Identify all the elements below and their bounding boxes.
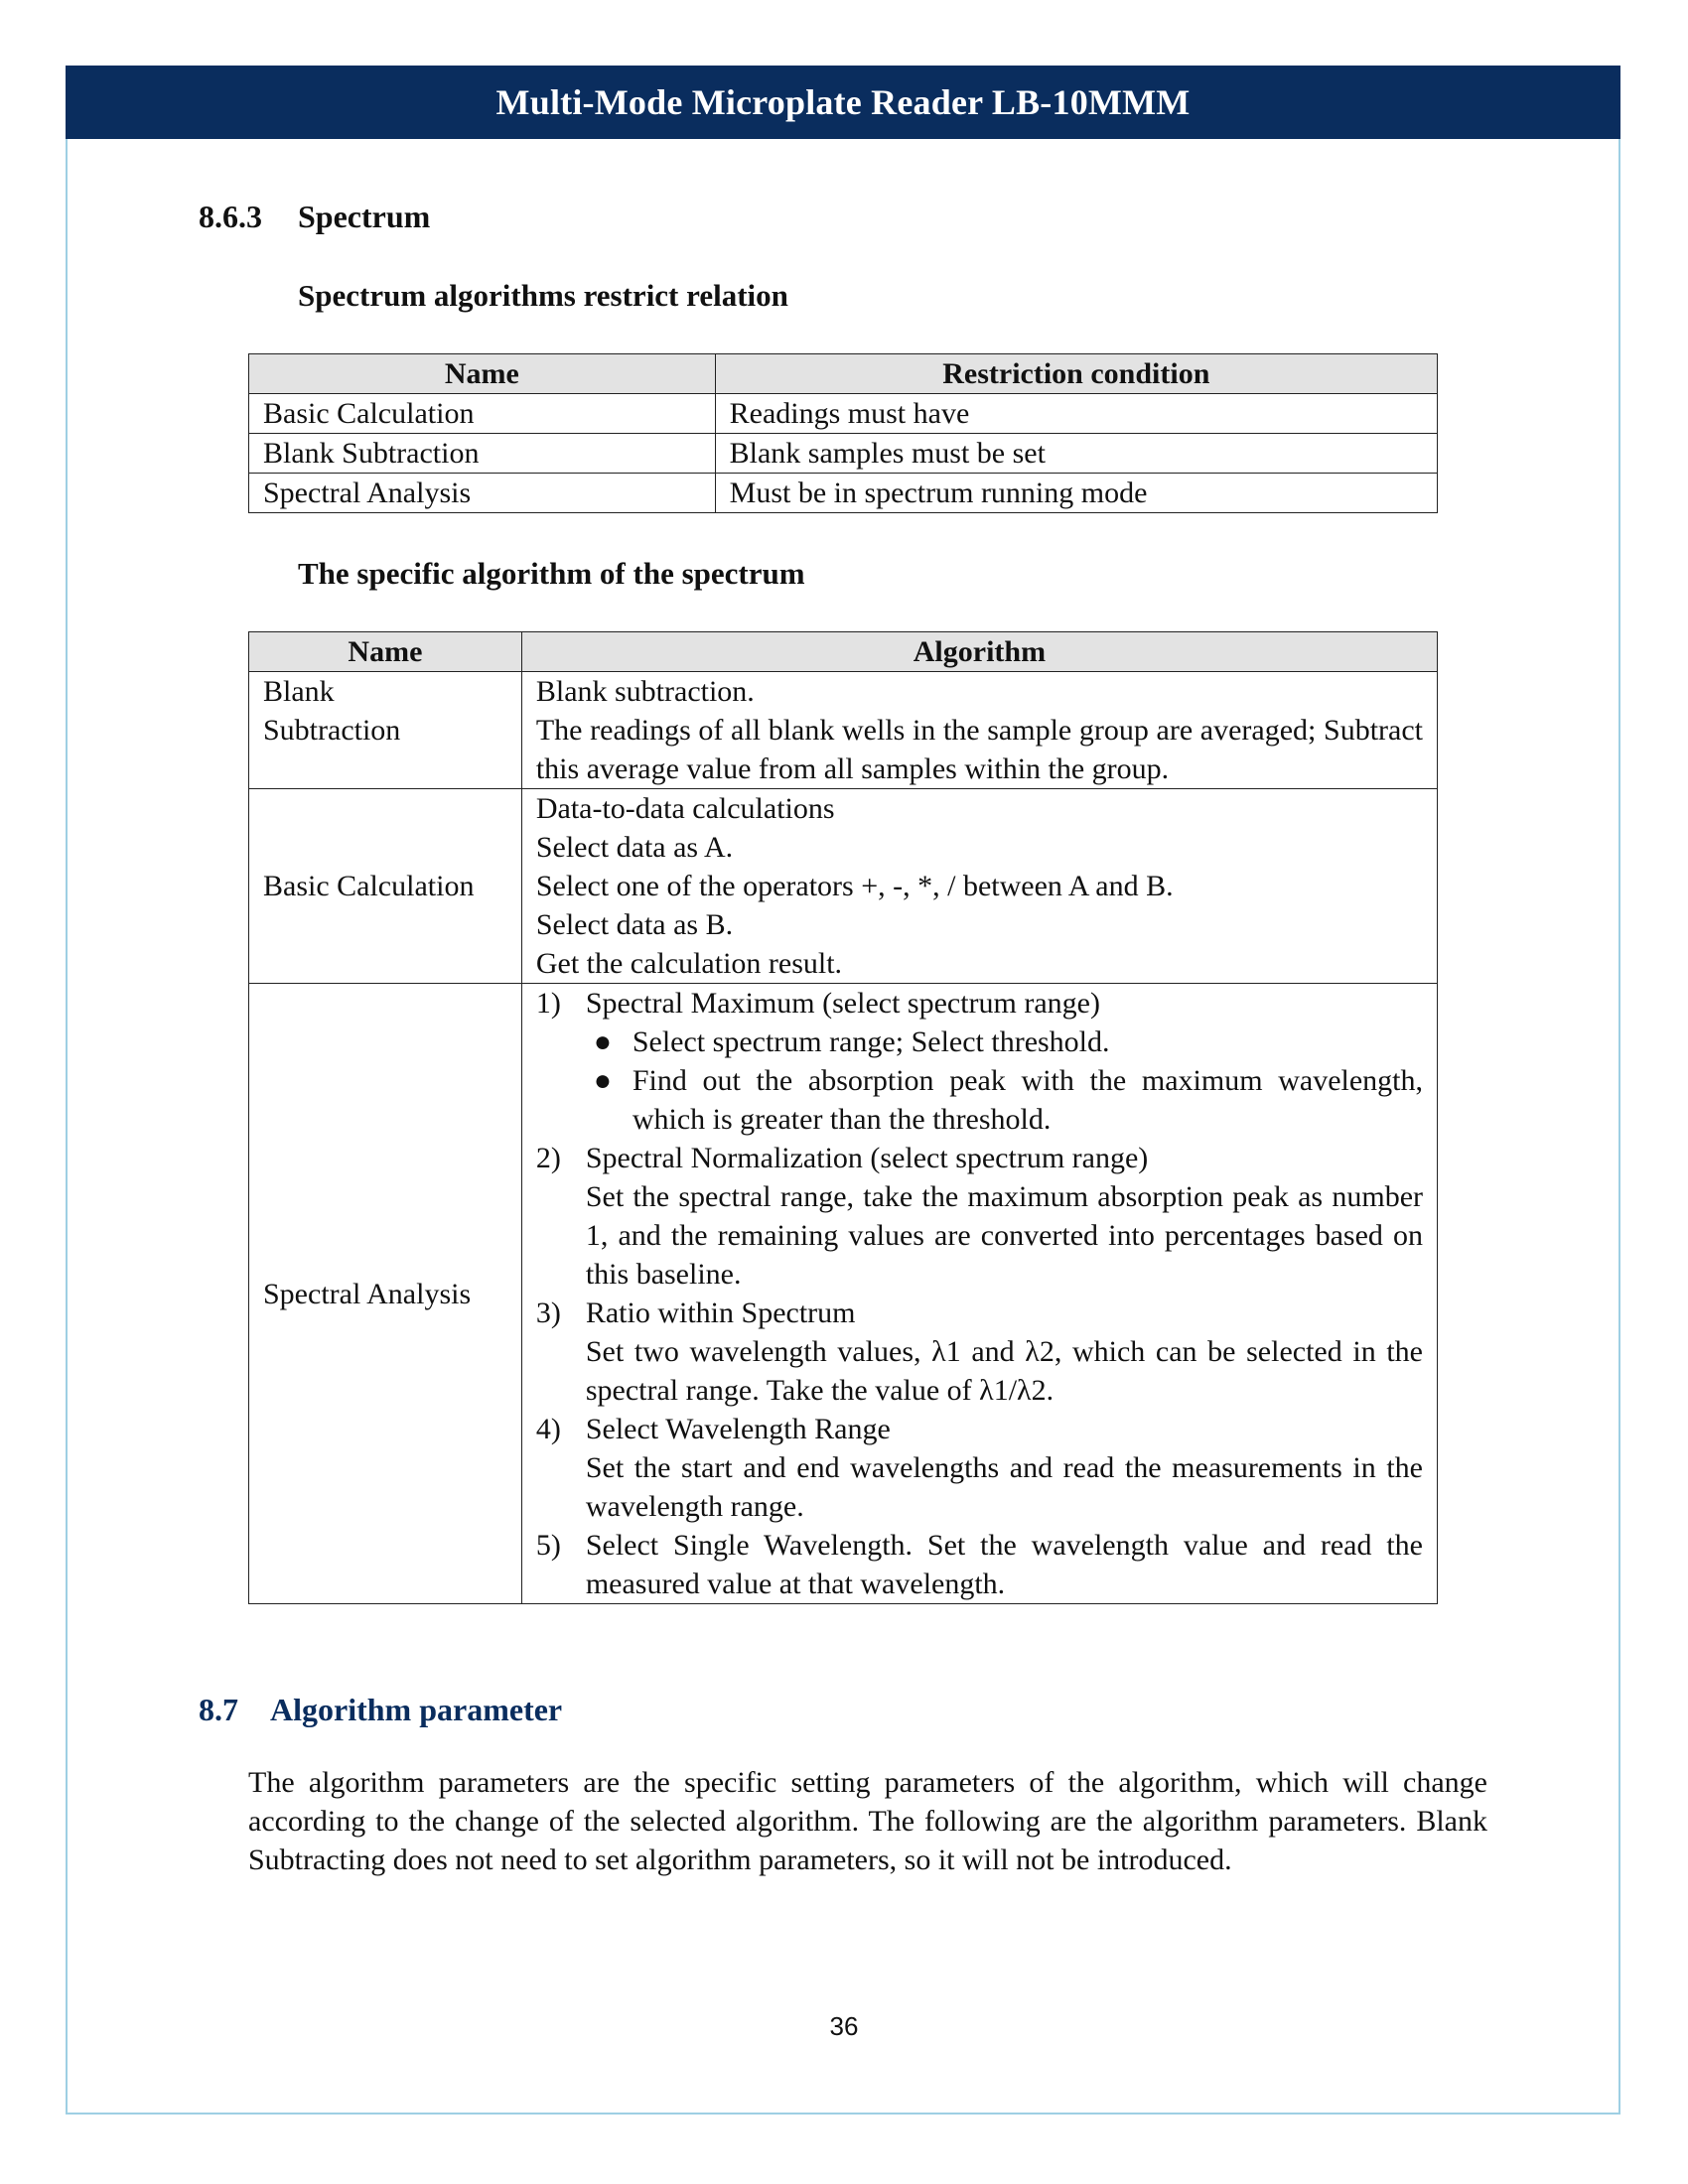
cell-name — [249, 672, 522, 789]
cell-algorithm — [521, 672, 1437, 789]
method-description: Set the spectral range, take the maximum absorption peak as number 1, and the remaining values are converted into percentages based on this baseline. — [585, 1180, 1423, 1291]
list-number: 3) — [535, 1297, 561, 1329]
table-row-spectral-analysis — [249, 984, 1438, 1604]
algorithm-parameter-paragraph: The algorithm parameters are the specific setting parameters of the algorithm, which will change according to the change of the selected algorithm. The following are the algorithm parameters. Blank Subtracting does not need to set algorithm parameters, so it will not be introduced. — [248, 1766, 1487, 1876]
method-description: Set two wavelength values, λ1 and λ2, which can be selected in the spectral range. Take the value of λ1/λ2. — [585, 1335, 1423, 1407]
method-title: Ratio within Spectrum — [585, 1297, 856, 1329]
algorithm-description: The readings of all blank wells in the sample group are averaged; Subtract this average value from all samples within the group. — [535, 714, 1423, 785]
bullet-item — [586, 1061, 1423, 1139]
table-header-row — [249, 354, 1438, 394]
method-title: Spectral Normalization (select spectrum range) — [585, 1142, 1149, 1174]
method-title: Spectral Maximum (select spectrum range) — [585, 987, 1100, 1020]
cell-name: Basic Calculation — [249, 789, 522, 984]
table-row — [249, 394, 1438, 434]
cell-condition: Must be in spectrum running mode — [715, 474, 1437, 513]
spectral-method-list — [536, 984, 1423, 1603]
document-title: Multi-Mode Microplate Reader LB-10MMM — [495, 82, 1191, 122]
list-item — [536, 984, 1423, 1139]
bullet-text: Select spectrum range; Select threshold. — [632, 1025, 1110, 1058]
bullet-text: Find out the absorption peak with the maximum wavelength, which is greater than the threshold. — [632, 1064, 1423, 1136]
algorithm-line: Select one of the operators +, -, *, / between A and B. — [535, 870, 1174, 902]
method-title: Select Wavelength Range — [585, 1413, 891, 1445]
cell-name: Spectral Analysis — [249, 984, 522, 1604]
algorithm-table-heading: The specific algorithm of the spectrum — [298, 556, 805, 591]
column-header-name: Name — [249, 354, 716, 394]
cell-algorithm — [521, 984, 1437, 1604]
spectrum-algorithm-table — [248, 631, 1438, 1604]
bullet-icon: ● — [593, 1064, 612, 1097]
name-line: Subtraction — [263, 714, 401, 747]
restrict-table-heading: Spectrum algorithms restrict relation — [298, 278, 788, 313]
section-heading-8-7 — [199, 1692, 562, 1728]
method-title: Select Single Wavelength. Set the wavelength value and read the measured value at that wavelength. — [585, 1529, 1423, 1600]
algorithm-line: Select data as B. — [535, 908, 734, 941]
list-item — [536, 1526, 1423, 1603]
algorithm-line: Data-to-data calculations — [535, 792, 835, 825]
restrict-relation-table — [248, 353, 1438, 513]
section-title: Spectrum — [298, 199, 431, 234]
cell-name: Spectral Analysis — [249, 474, 716, 513]
table-row-blank-subtraction — [249, 672, 1438, 789]
cell-condition: Blank samples must be set — [715, 434, 1437, 474]
algorithm-line: Blank subtraction. — [535, 675, 755, 708]
bullet-list — [586, 1023, 1423, 1139]
table-row — [249, 434, 1438, 474]
cell-condition: Readings must have — [715, 394, 1437, 434]
section-title: Algorithm parameter — [270, 1692, 563, 1727]
list-number: 4) — [535, 1413, 561, 1445]
list-number: 2) — [535, 1142, 561, 1174]
bullet-item — [586, 1023, 1423, 1061]
list-number: 1) — [535, 987, 561, 1020]
section-number: 8.7 — [199, 1692, 238, 1727]
table-row — [249, 474, 1438, 513]
list-item — [536, 1294, 1423, 1410]
list-number: 5) — [535, 1529, 561, 1562]
cell-name: Blank Subtraction — [249, 434, 716, 474]
section-heading-8-6-3 — [199, 199, 430, 235]
algorithm-line: Select data as A. — [535, 831, 734, 864]
table-row-basic-calculation — [249, 789, 1438, 984]
table-header-row — [249, 632, 1438, 672]
list-item — [536, 1410, 1423, 1526]
column-header-name: Name — [249, 632, 522, 672]
cell-name: Basic Calculation — [249, 394, 716, 434]
bullet-icon: ● — [593, 1025, 612, 1058]
method-description: Set the start and end wavelengths and read the measurements in the wavelength range. — [585, 1451, 1423, 1523]
document-header — [66, 66, 1620, 139]
section-number: 8.6.3 — [199, 199, 262, 234]
page-number: 36 — [829, 2011, 859, 2041]
column-header-algorithm: Algorithm — [521, 632, 1437, 672]
column-header-condition: Restriction condition — [715, 354, 1437, 394]
algorithm-line: Get the calculation result. — [535, 947, 843, 980]
cell-algorithm — [521, 789, 1437, 984]
list-item — [536, 1139, 1423, 1294]
name-line: Blank — [263, 675, 335, 708]
